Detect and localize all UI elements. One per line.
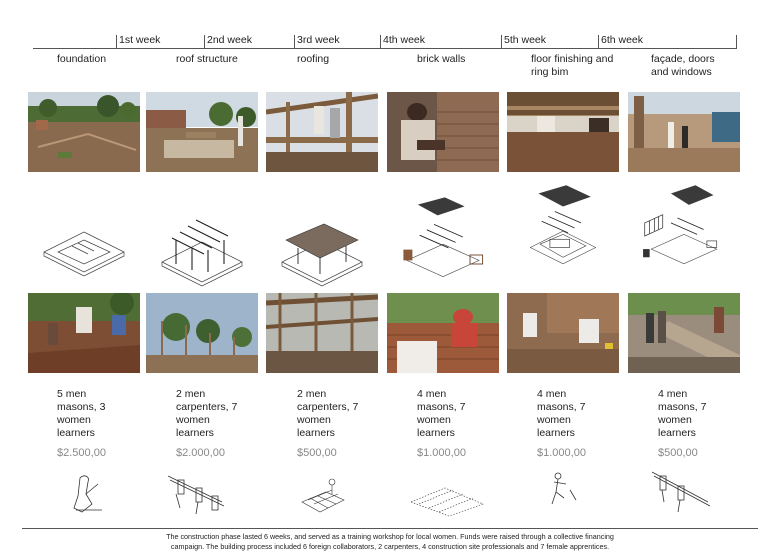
- site-photo-roofing: [266, 92, 378, 172]
- sketch-tiles: [292, 470, 382, 520]
- cost-foundation: $2.500,00: [57, 447, 106, 459]
- axonometric-facade: [628, 182, 740, 272]
- team-photo-roofing: [266, 293, 378, 373]
- week-label-4: 4th week: [383, 34, 426, 46]
- team-photo-floor-finishing: [507, 293, 619, 373]
- team-photo-roof-structure: [146, 293, 258, 373]
- crew-facade: 4 men masons, 7 women learners: [658, 388, 707, 439]
- phase-floor-finishing: floor finishing and ring bim: [531, 53, 614, 78]
- crew-brick-walls: 4 men masons, 7 women learners: [417, 388, 466, 439]
- week-tick: [116, 35, 117, 49]
- week-label-1: 1st week: [119, 34, 161, 46]
- footer-caption: [0, 532, 780, 552]
- cost-facade: $500,00: [658, 447, 698, 459]
- axonometric-foundation: [28, 202, 140, 292]
- footer-divider: [22, 528, 758, 529]
- axonometric-floor-finishing: [507, 182, 619, 272]
- week-label-6: 6th week: [601, 34, 644, 46]
- week-tick: [598, 35, 599, 49]
- sketch-digging: [50, 470, 140, 520]
- site-photo-facade: [628, 92, 740, 172]
- week-label-2: 2nd week: [207, 34, 252, 46]
- team-photo-brick-walls: [387, 293, 499, 373]
- phase-brick-walls: brick walls: [417, 53, 466, 65]
- crew-foundation: 5 men masons, 3 women learners: [57, 388, 106, 439]
- week-label-5: 5th week: [504, 34, 547, 46]
- week-label-3: 3rd week: [297, 34, 340, 46]
- team-photo-foundation: [28, 293, 140, 373]
- site-photo-roof-structure: [146, 92, 258, 172]
- cost-floor-finishing: $1.000,00: [537, 447, 586, 459]
- week-tick: [294, 35, 295, 49]
- cost-roof-structure: $2.000,00: [176, 447, 225, 459]
- crew-floor-finishing: 4 men masons, 7 women learners: [537, 388, 586, 439]
- phase-roofing: roofing: [297, 53, 330, 65]
- crew-roof-structure: 2 men carpenters, 7 women learners: [176, 388, 238, 439]
- axonometric-roofing: [266, 202, 378, 292]
- crew-roofing: 2 men carpenters, 7 women learners: [297, 388, 359, 439]
- site-photo-foundation: [28, 92, 140, 172]
- phase-facade: façade, doors and windows: [651, 53, 715, 78]
- axonometric-roof-structure: [146, 202, 258, 292]
- sketch-bricklaying: [405, 468, 495, 518]
- timeline-end-tick: [736, 35, 737, 49]
- team-photo-facade: [628, 293, 740, 373]
- sketch-floor-worker: [530, 468, 620, 518]
- week-tick: [204, 35, 205, 49]
- cost-brick-walls: $1.000,00: [417, 447, 466, 459]
- phase-foundation: foundation: [57, 53, 107, 65]
- site-photo-brick-walls: [387, 92, 499, 172]
- footer-line-1: The construction phase lasted 6 weeks, and served as a training workshop for local women. Funds were raised through a collective financing: [166, 532, 614, 541]
- footer-line-2: campaign. The building process included 6 foreign collaborators, 2 carpenters, 4 construction site professionals and 7 female apprentices.: [170, 542, 610, 551]
- cost-roofing: $500,00: [297, 447, 337, 459]
- week-tick: [380, 35, 381, 49]
- week-tick: [501, 35, 502, 49]
- site-photo-floor-finishing: [507, 92, 619, 172]
- sketch-carpentry: [162, 468, 252, 518]
- phase-roof-structure: roof structure: [176, 53, 238, 65]
- sketch-facade-workers: [648, 468, 738, 518]
- timeline-axis: [33, 48, 737, 49]
- axonometric-brick-walls: [387, 192, 499, 282]
